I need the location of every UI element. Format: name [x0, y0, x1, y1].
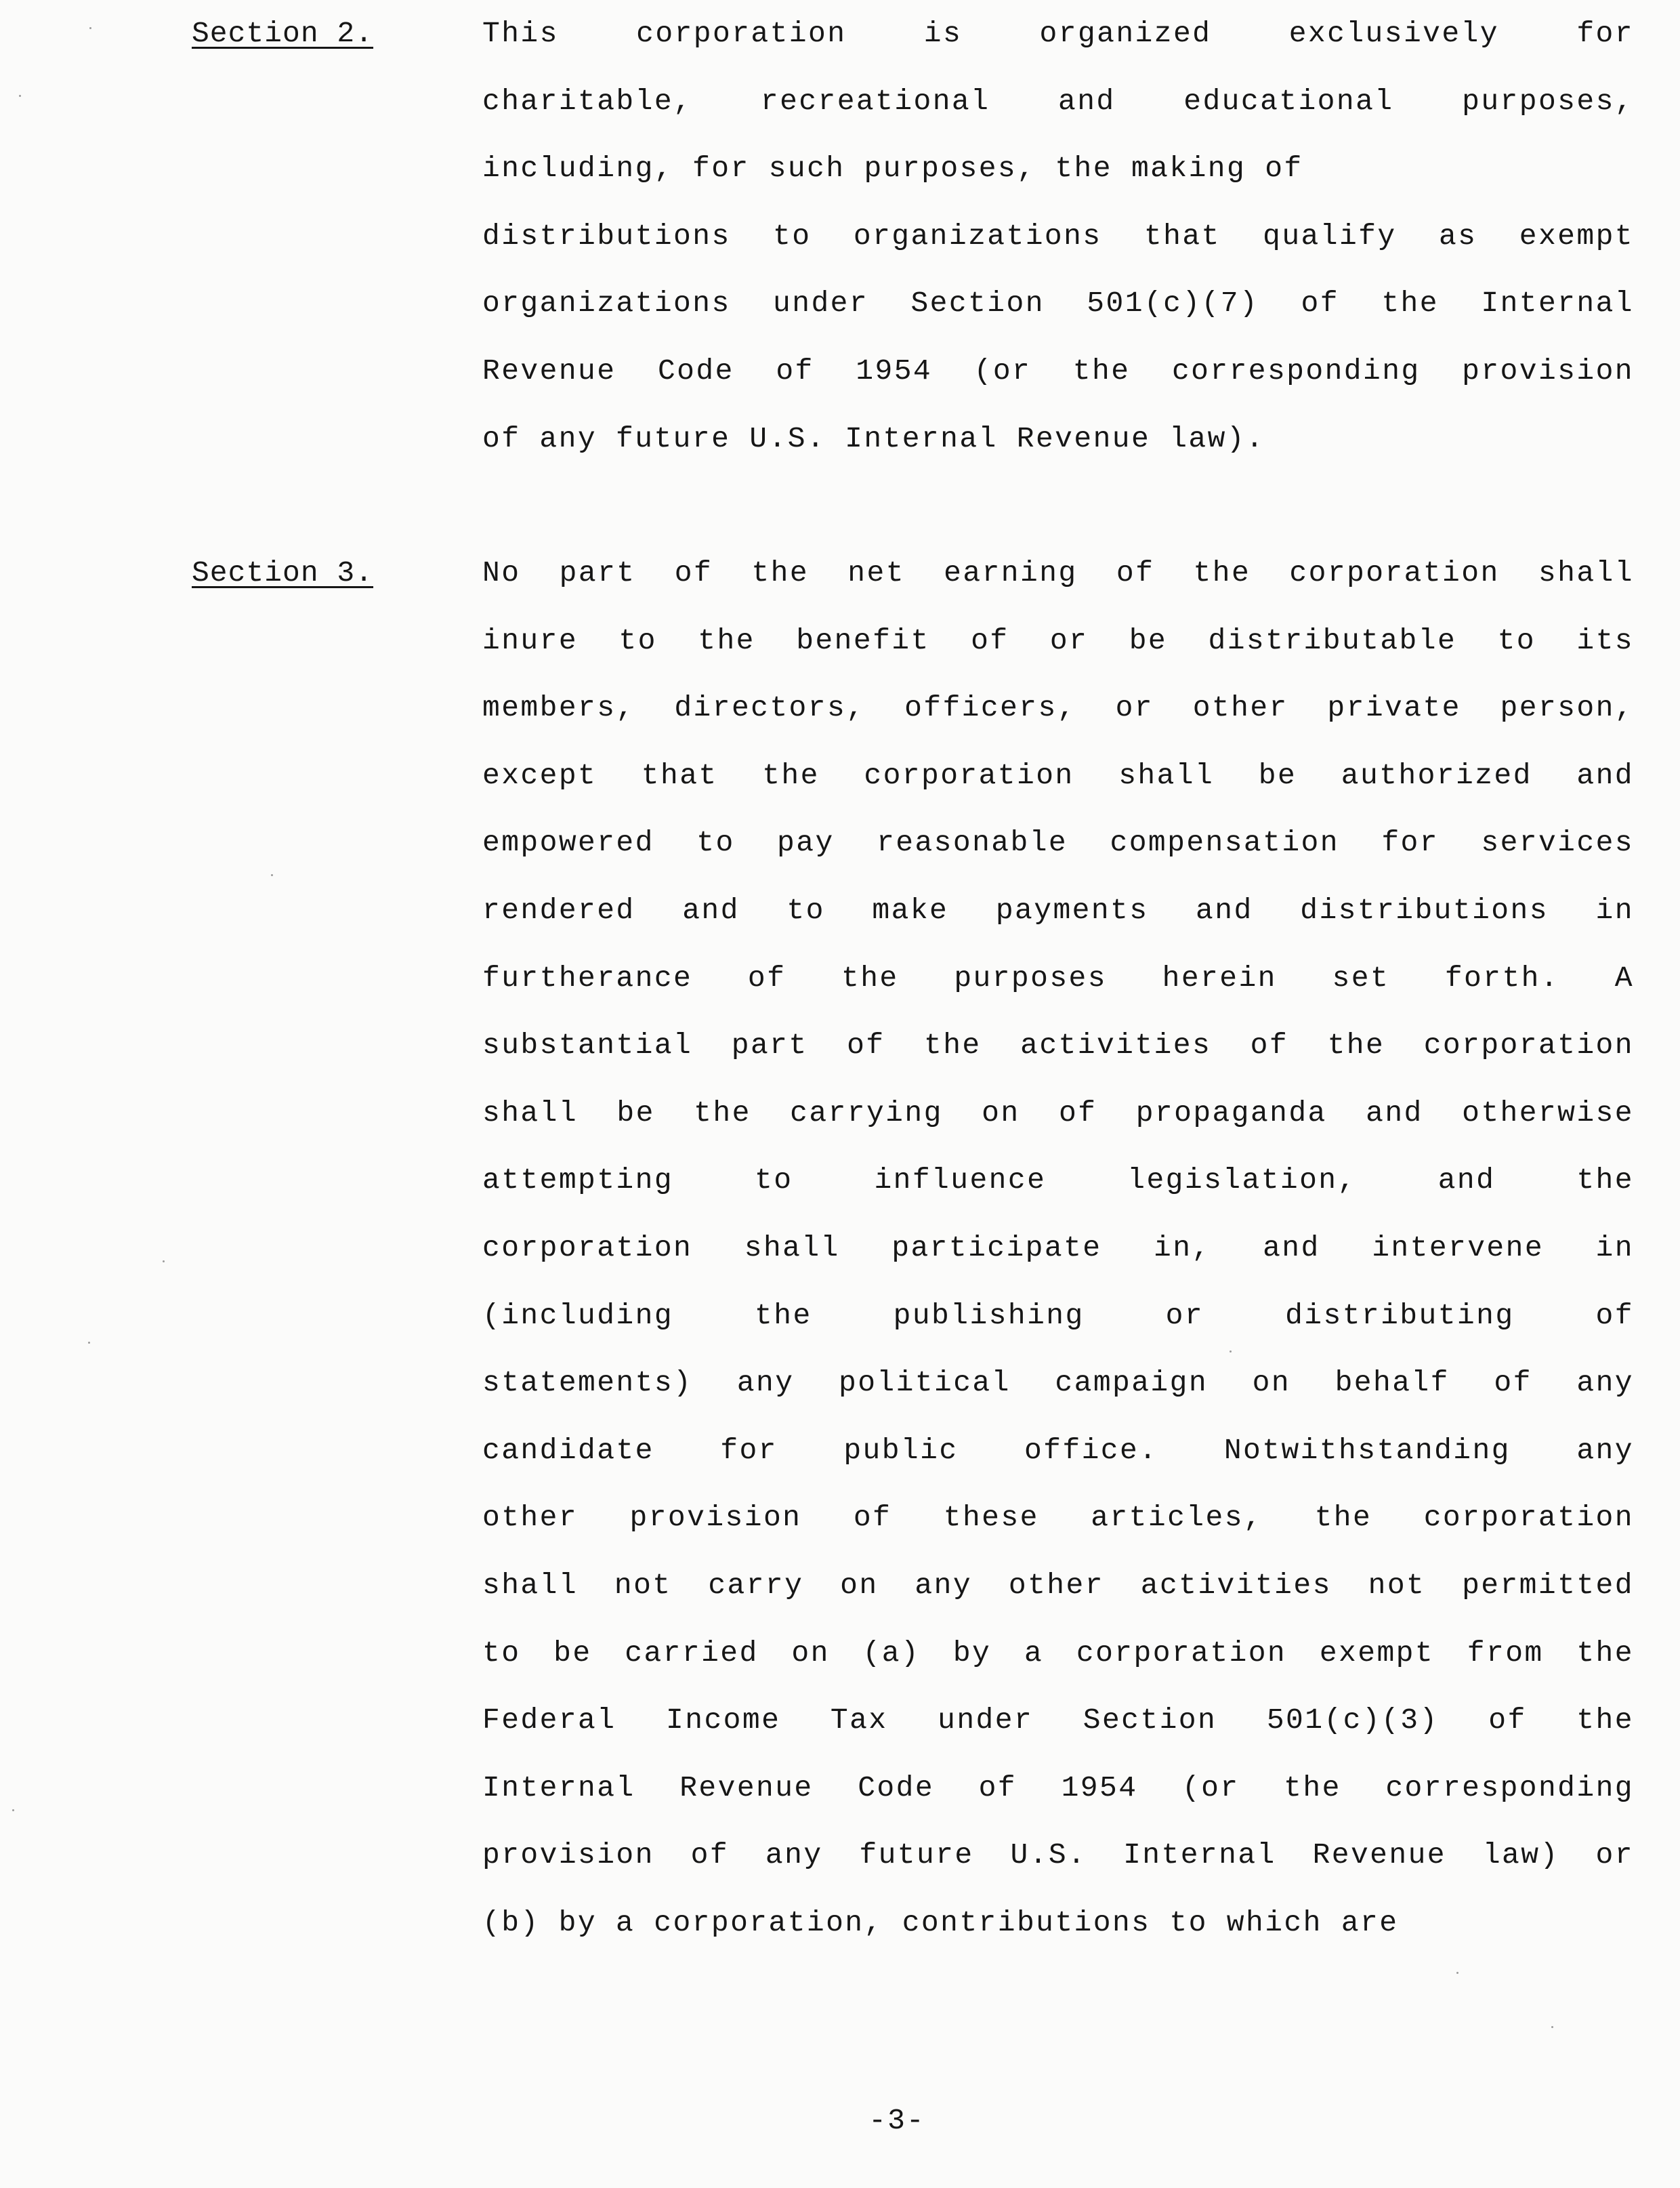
section-3-line: [482, 1687, 1634, 1754]
word: and: [1576, 758, 1634, 792]
word: or: [1049, 623, 1089, 657]
word: corporation: [482, 1231, 693, 1264]
word: political: [839, 1366, 1011, 1400]
word: the: [1284, 1771, 1341, 1804]
word: provision: [629, 1501, 802, 1535]
word: law).: [1169, 421, 1265, 455]
word: is: [923, 17, 963, 50]
word: participate: [891, 1231, 1102, 1264]
word: purposes: [954, 961, 1107, 995]
section-2-line: [482, 405, 1634, 473]
word: of: [1058, 1096, 1097, 1130]
word: in: [1595, 893, 1634, 927]
word: future: [616, 421, 731, 455]
word: the: [694, 1096, 751, 1130]
word: carried: [625, 1636, 759, 1670]
section-2-line: [482, 203, 1634, 270]
word: of: [853, 1501, 892, 1535]
word: educational: [1183, 84, 1394, 118]
word: which: [1226, 1905, 1322, 1939]
word: 501(c)(3): [1266, 1704, 1439, 1737]
word: corporation: [864, 758, 1074, 792]
word: pay: [777, 826, 835, 860]
word: the: [1576, 1704, 1634, 1737]
word: otherwise: [1462, 1096, 1634, 1130]
section-3-line: [482, 1484, 1634, 1552]
word: or: [1595, 1838, 1634, 1872]
word: Revenue: [1312, 1838, 1446, 1872]
word: part: [731, 1029, 808, 1062]
word: carry: [708, 1568, 804, 1602]
word: the: [924, 1029, 982, 1062]
word: of: [1494, 1366, 1532, 1400]
word: directors,: [674, 691, 866, 725]
word: a: [616, 1905, 635, 1939]
word: of: [1488, 1704, 1527, 1737]
word: make: [872, 893, 949, 927]
word: of: [776, 354, 814, 388]
scan-speck: [12, 1809, 14, 1811]
word: payments: [995, 893, 1149, 927]
word: to: [773, 219, 812, 253]
word: corporation,: [654, 1905, 883, 1939]
word: exempt: [1519, 219, 1634, 253]
word: other: [1008, 1568, 1104, 1602]
word: that: [1143, 219, 1221, 253]
word: by: [952, 1636, 992, 1670]
section-3-line: [482, 742, 1634, 810]
word: qualify: [1263, 219, 1397, 253]
word: except: [482, 758, 597, 792]
scan-speck: [1551, 2026, 1553, 2028]
word: for: [720, 1433, 778, 1467]
section-3-body: [482, 539, 1634, 1956]
word: shall: [482, 1568, 579, 1602]
word: services: [1481, 826, 1634, 860]
word: inure: [482, 623, 579, 657]
word: propaganda: [1135, 1096, 1327, 1130]
word: Revenue: [679, 1771, 814, 1804]
scan-speck: [19, 95, 21, 97]
word: behalf: [1335, 1366, 1450, 1400]
word: private: [1327, 691, 1461, 725]
word: Code: [858, 1771, 935, 1804]
word: that: [641, 758, 718, 792]
word: campaign: [1055, 1366, 1209, 1400]
word: recreational: [760, 84, 990, 118]
section-2-line: [482, 68, 1634, 136]
word: exempt: [1319, 1636, 1435, 1670]
word: reasonable: [877, 826, 1068, 860]
word: public: [843, 1433, 959, 1467]
word: Income: [666, 1704, 781, 1737]
word: charitable,: [482, 84, 693, 118]
word: be: [553, 1636, 592, 1670]
word: earning: [944, 556, 1078, 590]
word: rendered: [482, 893, 635, 927]
section-3-line: [482, 1349, 1634, 1417]
word: This: [482, 17, 559, 50]
word: corresponding: [1385, 1771, 1634, 1804]
word: Revenue: [1016, 421, 1151, 455]
page-number: -3-: [868, 2104, 925, 2137]
section-3-line: [482, 945, 1634, 1012]
word: permitted: [1462, 1568, 1634, 1602]
word: distributions: [482, 219, 731, 253]
word: corporation: [1423, 1029, 1634, 1062]
word: distributable: [1208, 623, 1457, 657]
word: set: [1332, 961, 1390, 995]
scan-speck: [1456, 1972, 1458, 1974]
word: Internal: [1123, 1838, 1276, 1872]
word: on: [840, 1568, 879, 1602]
word: of: [971, 623, 1009, 657]
word: (a): [862, 1636, 921, 1670]
word: the: [1576, 1163, 1634, 1197]
word: by: [558, 1905, 597, 1939]
word: to: [786, 893, 825, 927]
word: Internal: [1481, 287, 1634, 321]
word: the: [1381, 287, 1439, 321]
word: any: [1576, 1366, 1634, 1400]
word: under: [773, 287, 869, 321]
section-3-line: [482, 1552, 1634, 1619]
word: to: [618, 623, 657, 657]
word: such: [768, 152, 845, 186]
word: the: [1193, 556, 1251, 590]
word: to: [696, 826, 735, 860]
word: of: [482, 421, 521, 455]
word: U.S.: [1010, 1838, 1087, 1872]
word: not: [1368, 1568, 1426, 1602]
word: in: [1595, 1231, 1634, 1264]
word: distributions: [1300, 893, 1549, 927]
word: for: [692, 152, 750, 186]
section-2-line: [482, 270, 1634, 337]
word: 1954: [1061, 1771, 1138, 1804]
word: of: [1595, 1298, 1634, 1332]
word: Internal: [482, 1771, 635, 1804]
word: under: [938, 1704, 1034, 1737]
word: office.: [1024, 1433, 1158, 1467]
word: net: [847, 556, 905, 590]
word: person,: [1500, 691, 1634, 725]
section-3-line: [482, 1754, 1634, 1822]
word: substantial: [482, 1029, 693, 1062]
section-2-line: [482, 135, 1634, 203]
word: and: [1057, 84, 1116, 118]
word: No: [482, 556, 521, 590]
word: or: [1115, 691, 1154, 725]
section-3-line: [482, 809, 1634, 877]
word: shall: [482, 1096, 579, 1130]
word: authorized: [1341, 758, 1532, 792]
word: 1954: [856, 354, 933, 388]
word: Section: [910, 287, 1045, 321]
word: be: [1258, 758, 1297, 792]
word: contributions: [902, 1905, 1151, 1939]
word: for: [1576, 17, 1634, 50]
word: in,: [1153, 1231, 1211, 1264]
scan-speck: [89, 27, 91, 29]
word: any: [915, 1568, 973, 1602]
word: corporation: [636, 17, 847, 50]
word: of: [1250, 1029, 1289, 1062]
word: articles,: [1091, 1501, 1263, 1535]
section-3-line: [482, 1214, 1634, 1282]
word: of: [847, 1029, 885, 1062]
word: the: [755, 1298, 812, 1332]
word: on: [982, 1096, 1020, 1130]
word: a: [1024, 1636, 1044, 1670]
word: the: [751, 556, 810, 590]
word: attempting: [482, 1163, 674, 1197]
word: corporation: [1423, 1501, 1634, 1535]
word: and: [1263, 1231, 1320, 1264]
word: law): [1482, 1838, 1559, 1872]
word: Tax: [830, 1704, 888, 1737]
word: activities: [1020, 1029, 1212, 1062]
word: corresponding: [1171, 354, 1421, 388]
word: of: [690, 1838, 730, 1872]
section-2-line: [482, 0, 1634, 68]
word: these: [943, 1501, 1039, 1535]
word: other: [482, 1501, 579, 1535]
word: any: [539, 421, 597, 455]
section-3-line: [482, 1079, 1634, 1147]
section-2-line: [482, 337, 1634, 405]
word: and: [1437, 1163, 1496, 1197]
section-3-line: [482, 607, 1634, 675]
word: and: [682, 893, 740, 927]
word: the: [1314, 1501, 1372, 1535]
word: to: [1169, 1905, 1208, 1939]
word: future: [859, 1838, 974, 1872]
section-2-body: [482, 0, 1634, 472]
word: including,: [482, 152, 674, 186]
word: Notwithstanding: [1223, 1433, 1511, 1467]
section-3-line: [482, 1889, 1634, 1957]
word: organizations: [482, 287, 731, 321]
word: to: [1497, 623, 1536, 657]
word: to: [482, 1636, 521, 1670]
word: compensation: [1110, 826, 1339, 860]
word: corporation: [1076, 1636, 1287, 1670]
section-3-line: [482, 539, 1634, 607]
word: empowered: [482, 826, 654, 860]
section-3-label: Section 3.: [192, 556, 374, 590]
scan-speck: [88, 1342, 90, 1344]
word: Code: [657, 354, 734, 388]
section-3-line: [482, 877, 1634, 945]
word: furtherance: [482, 961, 693, 995]
word: activities: [1140, 1568, 1332, 1602]
word: other: [1192, 691, 1288, 725]
word: the: [1055, 152, 1112, 186]
word: exclusively: [1288, 17, 1499, 50]
word: Federal: [482, 1704, 616, 1737]
word: forth.: [1444, 961, 1560, 995]
word: of: [1301, 287, 1339, 321]
word: statements): [482, 1366, 693, 1400]
word: provision: [482, 1838, 654, 1872]
word: purposes,: [1462, 84, 1634, 118]
word: on: [1252, 1366, 1291, 1400]
word: and: [1366, 1096, 1423, 1130]
word: benefit: [796, 623, 930, 657]
word: carrying: [790, 1096, 943, 1130]
word: provision: [1462, 354, 1634, 388]
word: (or: [1181, 1771, 1240, 1804]
section-3-line: [482, 1619, 1634, 1687]
section-3-line: [482, 674, 1634, 742]
word: the: [1072, 354, 1131, 388]
word: officers,: [904, 691, 1076, 725]
word: for: [1381, 826, 1439, 860]
scan-speck: [1230, 1350, 1232, 1353]
word: making: [1131, 152, 1246, 186]
word: of: [1265, 152, 1303, 186]
word: (including: [482, 1298, 674, 1332]
scan-speck: [163, 1260, 165, 1262]
word: purposes,: [864, 152, 1036, 186]
word: Section: [1083, 1704, 1217, 1737]
word: (b): [482, 1905, 540, 1939]
word: Revenue: [482, 354, 616, 388]
word: the: [698, 623, 755, 657]
word: A: [1614, 961, 1634, 995]
word: candidate: [482, 1433, 654, 1467]
word: or: [1165, 1298, 1204, 1332]
word: shall: [1118, 758, 1215, 792]
word: be: [616, 1096, 655, 1130]
word: shall: [744, 1231, 840, 1264]
word: intervene: [1372, 1231, 1545, 1264]
word: influence: [874, 1163, 1047, 1197]
word: herein: [1162, 961, 1277, 995]
word: distributing: [1285, 1298, 1515, 1332]
scan-speck: [271, 874, 273, 876]
section-3-line: [482, 1417, 1634, 1485]
section-3-line: [482, 1282, 1634, 1350]
word: corporation: [1289, 556, 1500, 590]
section-3-line: [482, 1821, 1634, 1889]
word: of: [978, 1771, 1017, 1804]
word: organizations: [853, 219, 1102, 253]
word: 501(c)(7): [1087, 287, 1259, 321]
word: of: [1116, 556, 1155, 590]
word: and: [1196, 893, 1253, 927]
word: the: [762, 758, 820, 792]
section-3-line: [482, 1147, 1634, 1214]
word: are: [1341, 1905, 1399, 1939]
word: part: [559, 556, 636, 590]
word: the: [841, 961, 899, 995]
word: to: [755, 1163, 793, 1197]
word: (or: [973, 354, 1032, 388]
section-3-line: [482, 1012, 1634, 1079]
word: shall: [1538, 556, 1634, 590]
word: the: [1327, 1029, 1385, 1062]
word: its: [1576, 623, 1634, 657]
word: of: [674, 556, 713, 590]
word: members,: [482, 691, 635, 725]
word: organized: [1039, 17, 1212, 50]
word: not: [614, 1568, 672, 1602]
word: Internal: [845, 421, 998, 455]
word: the: [1576, 1636, 1634, 1670]
word: on: [791, 1636, 830, 1670]
word: as: [1438, 219, 1477, 253]
word: any: [736, 1366, 795, 1400]
word: any: [1576, 1433, 1634, 1467]
word: publishing: [893, 1298, 1085, 1332]
word: from: [1467, 1636, 1544, 1670]
word: of: [747, 961, 786, 995]
word: U.S.: [749, 421, 826, 455]
word: any: [765, 1838, 823, 1872]
word: legislation,: [1127, 1163, 1357, 1197]
section-2-label: Section 2.: [192, 17, 374, 50]
word: be: [1129, 623, 1168, 657]
